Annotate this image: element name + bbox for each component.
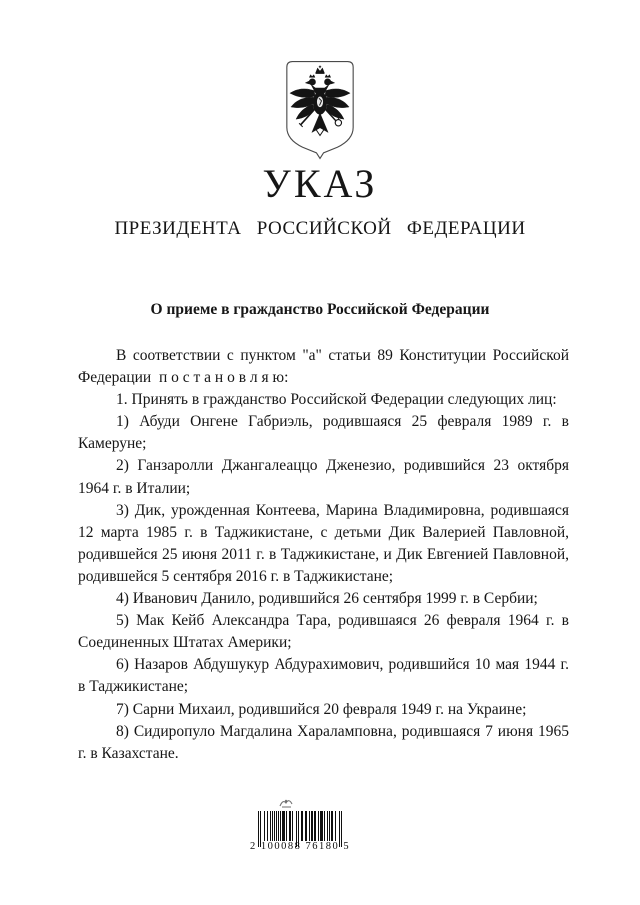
list-item-4: 4) Иванович Данило, родившийся 26 сентября 1999 г. в Сербии;: [116, 590, 538, 608]
list-item-6: 6) Назаров Абдушукур Абдурахимович, родившийся 10 мая 1944 г. в Таджикистане;: [78, 656, 569, 696]
print-mark-icon: [212, 796, 360, 811]
decree-subject: О приеме в гражданство Российской Федерации: [150, 301, 490, 318]
list-item-8: 8) Сидиропуло Магдалина Хараламповна, родившаяся 7 июня 1965 г. в Казахстане.: [78, 722, 569, 762]
paragraph-intro: В соответствии с пунктом "а" статьи 89 Конституции Российской Федерации п о с т а н о в л я ю:: [78, 347, 569, 387]
decree-subtitle: ПРЕЗИДЕНТА РОССИЙСКОЙ ФЕДЕРАЦИИ: [114, 218, 526, 239]
list-item-1: 1) Абуди Онгене Габриэль, родившаяся 25 февраля 1989 г. в Камеруне;: [78, 413, 569, 453]
decree-title: УКАЗ: [262, 161, 378, 206]
barcode-digits: 2 100088 76180 5: [249, 841, 351, 852]
coat-of-arms-icon: [281, 60, 359, 160]
list-item-7: 7) Сарни Михаил, родившийся 20 февраля 1949 г. на Украине;: [116, 700, 527, 718]
paragraph-clause: 1. Принять в гражданство Российской Федерации следующих лиц:: [116, 391, 557, 409]
barcode: [240, 796, 360, 852]
list-item-3: 3) Дик, урожденная Контеева, Марина Владимировна, родившаяся 12 марта 1985 г. в Таджикистане, с детьми Дик Валерией Павловной, родившейся 25 июня 2011 г. в Таджикистане, и Дик Евгенией Павловной, родившейся 5 сентября 2016 г. в Таджикистане;: [78, 501, 569, 585]
list-item-2: 2) Ганзаролли Джангалеаццо Дженезио, родившийся 23 октября 1964 г. в Италии;: [78, 457, 569, 497]
decree-body: [78, 345, 569, 765]
list-item-5: 5) Мак Кейб Александра Тара, родившаяся 26 февраля 1964 г. в Соединенных Штатах Америки;: [78, 612, 569, 652]
